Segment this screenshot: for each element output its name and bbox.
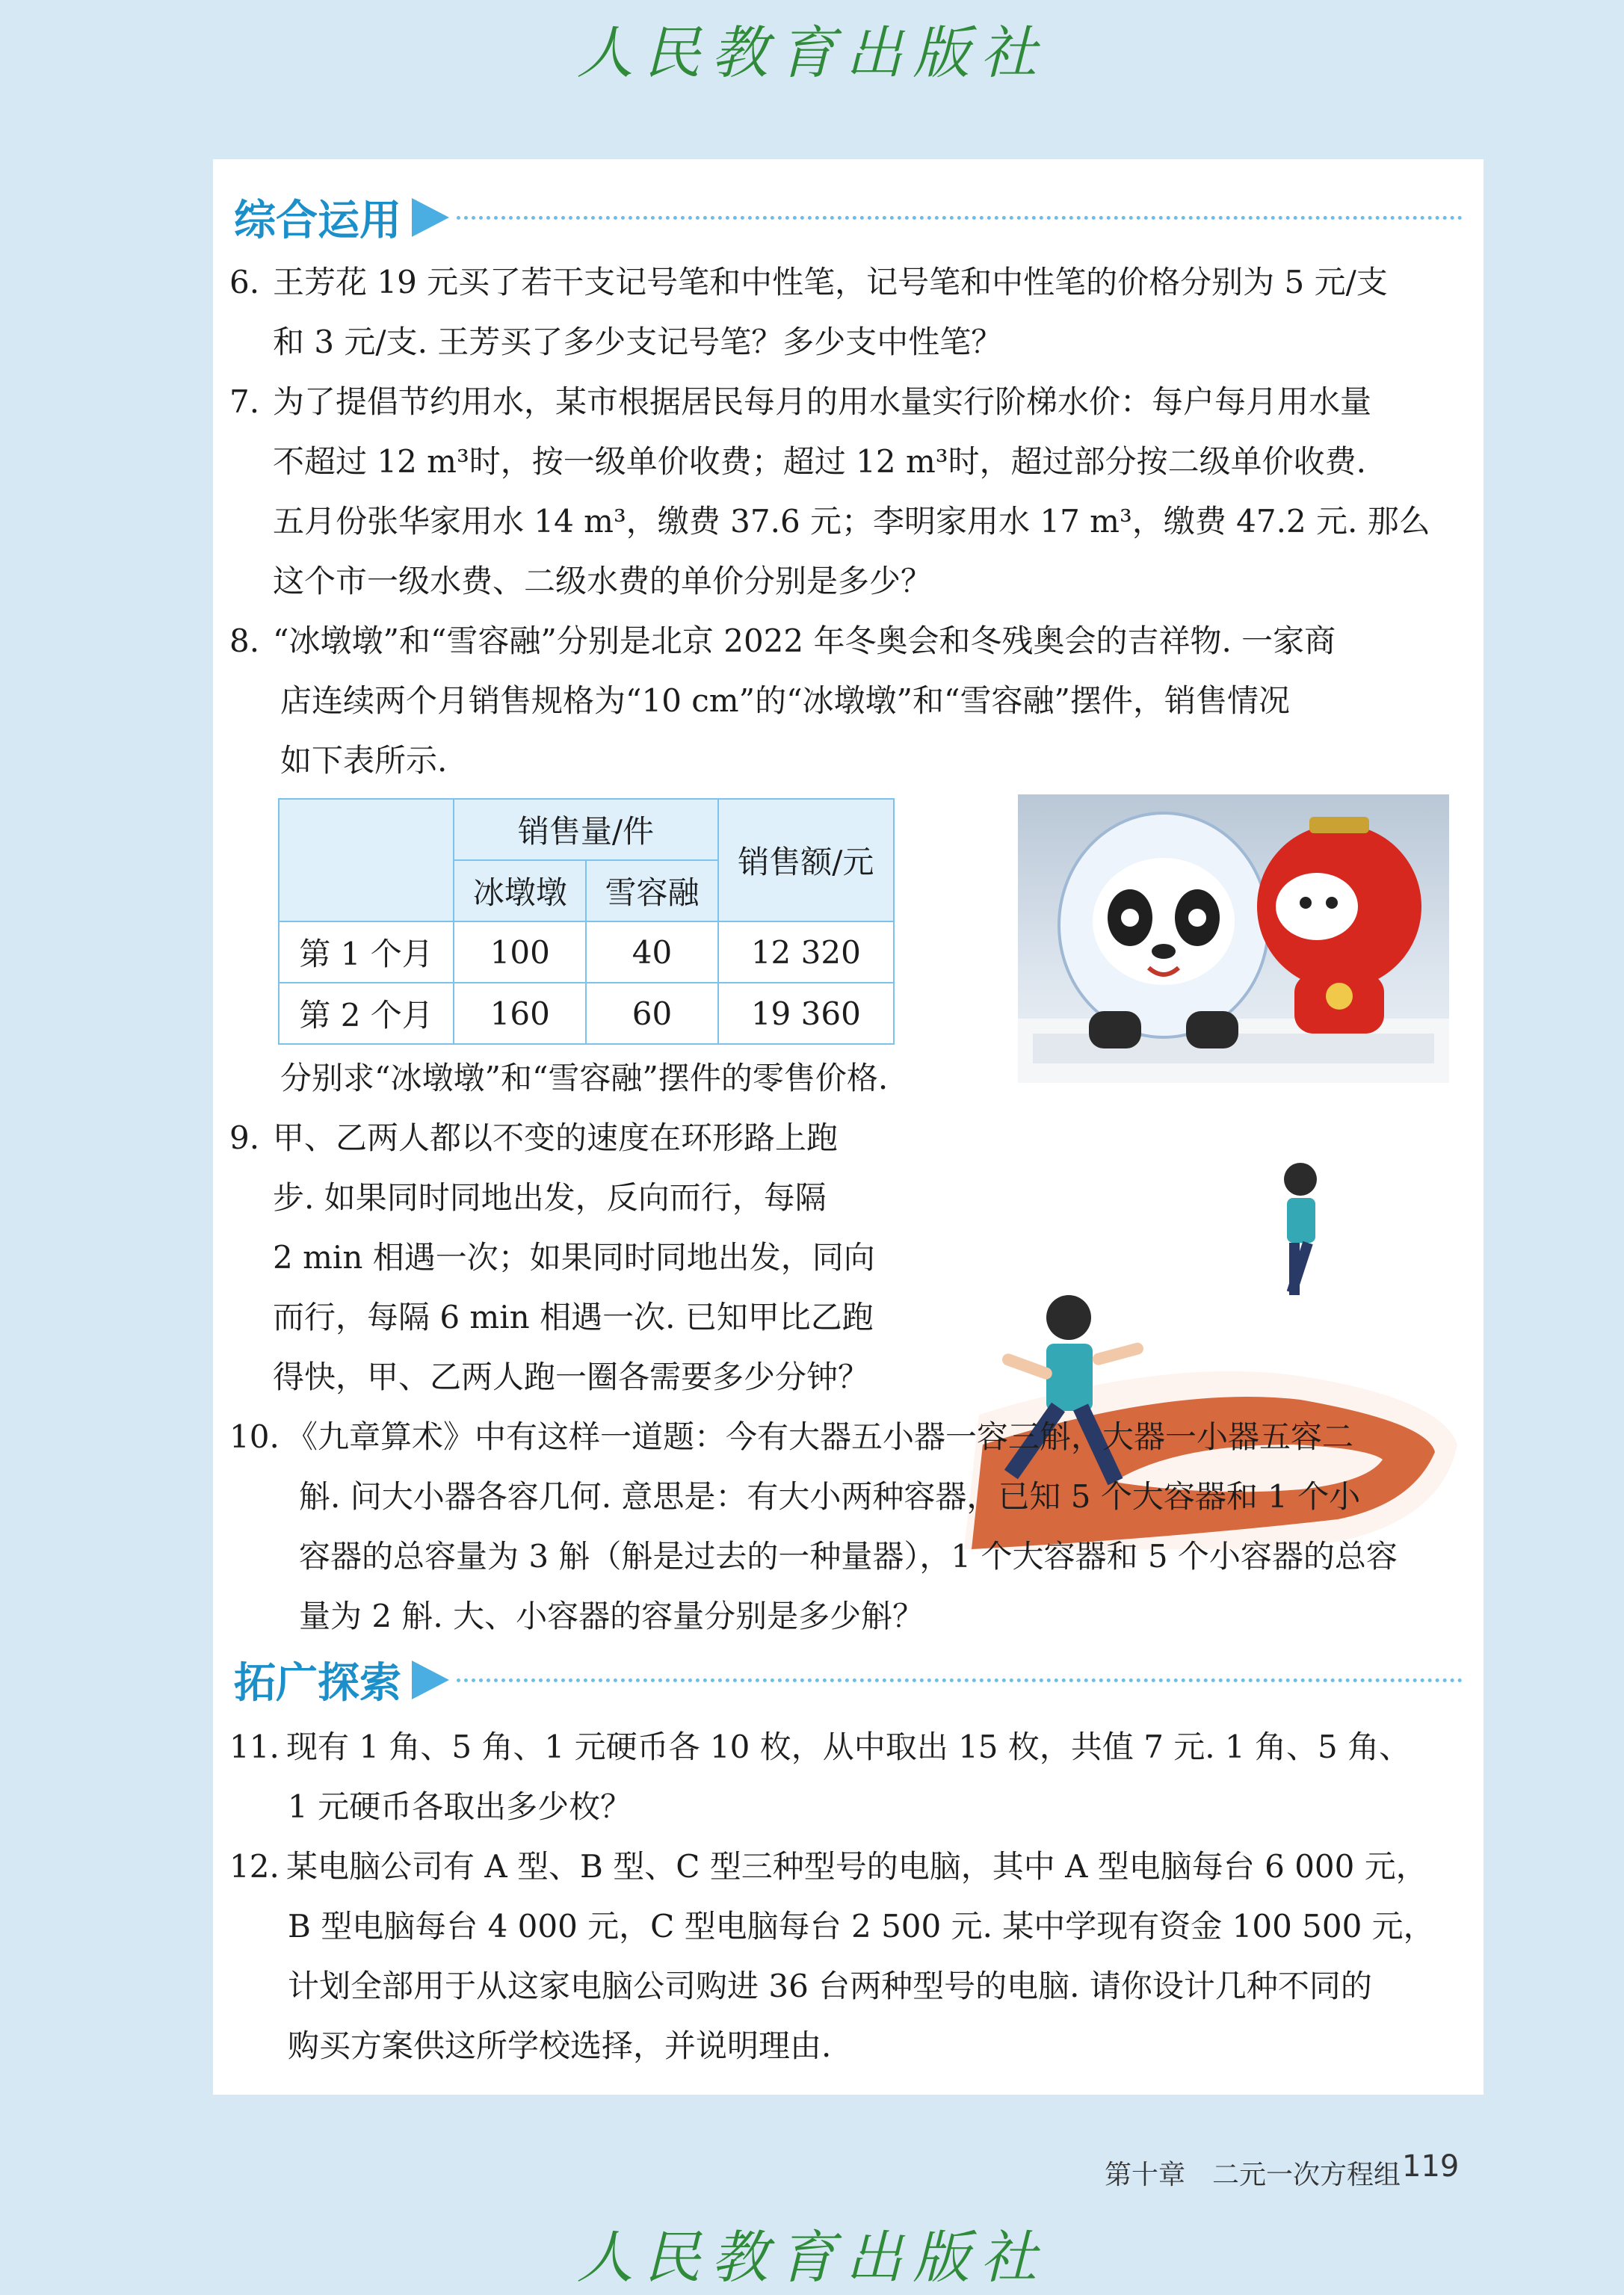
table-cell: 100 [454, 921, 586, 983]
q7-line: 五月份张华家用水 14 m³，缴费 37.6 元；李明家用水 17 m³，缴费 47.2 元. 那么 [273, 503, 1430, 540]
mascots-photo [1018, 794, 1449, 1083]
q9-line: 得快，甲、乙两人跑一圈各需要多少分钟？ [273, 1359, 870, 1395]
table-cell: 60 [586, 983, 717, 1044]
q12-line: 某电脑公司有 A 型、B 型、C 型三种型号的电脑，其中 A 型电脑每台 6 000 元， [286, 1848, 1427, 1885]
play-arrow-icon [412, 1661, 449, 1699]
question-number: 12. [229, 1848, 280, 1885]
dotted-divider [457, 216, 1463, 220]
table-corner-cell [279, 799, 454, 921]
q9-line: 而行，每隔 6 min 相遇一次. 已知甲比乙跑 [273, 1299, 874, 1335]
section-title-applied: 综合运用 [234, 197, 401, 245]
table-row [279, 983, 894, 1044]
q11-line: 现有 1 角、5 角、1 元硬币各 10 枚，从中取出 15 枚，共值 7 元. 1 角、5 角、 [286, 1729, 1411, 1765]
q11-line: 1 元硬币各取出多少枚？ [288, 1788, 632, 1825]
table-cell-month: 第 2 个月 [279, 983, 454, 1044]
page-number: 119 [1402, 2149, 1460, 2184]
q8-line: 店连续两个月销售规格为“10 cm”的“冰墩墩”和“雪容融”摆件，销售情况 [280, 682, 1290, 719]
q8-line: 如下表所示. [280, 742, 448, 779]
q7-line: 为了提倡节约用水，某市根据居民每月的用水量实行阶梯水价：每户每月用水量 [273, 383, 1372, 420]
section-header-extended [234, 1650, 1483, 1710]
table-cell: 40 [586, 921, 717, 983]
publisher-watermark-bottom: 人民教育出版社 [576, 2224, 1048, 2291]
q9-line: 2 min 相遇一次；如果同时同地出发，同向 [273, 1239, 875, 1276]
q10-line: 量为 2 斛. 大、小容器的容量分别是多少斛？ [299, 1598, 924, 1634]
sales-table [278, 798, 895, 1045]
q10-line: 斛. 问大小器各容几何. 意思是：有大小两种容器，已知 5 个大容器和 1 个小 [299, 1478, 1361, 1515]
q12-line: B 型电脑每台 4 000 元，C 型电脑每台 2 500 元. 某中学现有资金 100 500 元， [288, 1908, 1435, 1945]
question-number: 8. [229, 623, 260, 659]
q8-line: “冰墩墩”和“雪容融”分别是北京 2022 年冬奥会和冬残奥会的吉祥物. 一家商 [273, 623, 1336, 659]
question-number: 7. [229, 383, 260, 420]
table-cell: 160 [454, 983, 586, 1044]
question-number: 10. [229, 1418, 280, 1455]
q6-line: 王芳花 19 元买了若干支记号笔和中性笔，记号笔和中性笔的价格分别为 5 元/支 [273, 264, 1388, 300]
q9-line: 步. 如果同时同地出发，反向而行，每隔 [273, 1179, 827, 1216]
chapter-title: 第十章 二元一次方程组 [1105, 2160, 1401, 2190]
exercise-panel [213, 159, 1483, 2095]
question-number: 11. [229, 1729, 280, 1765]
table-cell: 12 320 [718, 921, 894, 983]
dotted-divider [457, 1678, 1463, 1682]
question-number: 6. [229, 264, 260, 300]
q7-line: 不超过 12 m³时，按一级单价收费；超过 12 m³时，超过部分按二级单价收费. [273, 443, 1366, 480]
q10-line: 《九章算术》中有这样一道题：今有大器五小器一容三斛，大器一小器五容二 [286, 1418, 1354, 1455]
table-cell-month: 第 1 个月 [279, 921, 454, 983]
q8-ask: 分别求“冰墩墩”和“雪容融”摆件的零售价格. [280, 1060, 889, 1096]
table-cell: 19 360 [718, 983, 894, 1044]
q7-line: 这个市一级水费、二级水费的单价分别是多少？ [273, 563, 933, 599]
table-row [279, 921, 894, 983]
q12-line: 计划全部用于从这家电脑公司购进 36 台两种型号的电脑. 请你设计几种不同的 [288, 1968, 1372, 2004]
q6-line: 和 3 元/支. 王芳买了多少支记号笔？多少支中性笔？ [273, 324, 1003, 360]
table-header-shuey-rhon-rhon: 雪容融 [586, 860, 717, 921]
table-header-qty: 销售量/件 [454, 799, 717, 860]
question-number: 9. [229, 1119, 260, 1156]
q12-line: 购买方案供这所学校选择，并说明理由. [288, 2027, 832, 2064]
mascots-illustration [1018, 794, 1449, 1083]
q10-line: 容器的总容量为 3 斛（斛是过去的一种量器），1 个大容器和 5 个小容器的总容 [299, 1538, 1398, 1575]
section-title-extended: 拓广探索 [234, 1659, 401, 1708]
section-header-applied [234, 188, 1483, 247]
play-arrow-icon [412, 198, 449, 237]
table-header-bingdwendwen: 冰墩墩 [454, 860, 586, 921]
publisher-watermark-top: 人民教育出版社 [576, 19, 1048, 86]
q9-line: 甲、乙两人都以不变的速度在环形路上跑 [273, 1119, 839, 1156]
table-header-sales: 销售额/元 [718, 799, 894, 921]
